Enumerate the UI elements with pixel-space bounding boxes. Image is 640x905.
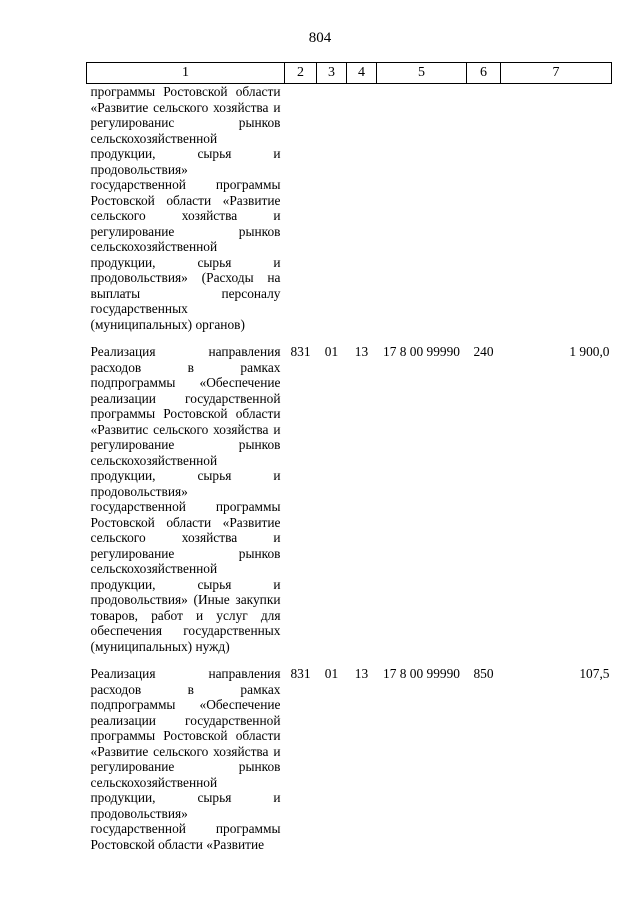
- row-section: [317, 84, 347, 333]
- page-number: 804: [308, 30, 332, 46]
- header-cell-2: 2: [285, 63, 317, 84]
- header-cell-3: 3: [317, 63, 347, 84]
- row-subsection: [347, 84, 377, 333]
- row-target-article: 17 8 00 99990: [383, 666, 460, 681]
- header-row: [87, 63, 612, 84]
- header-cell-6: 6: [467, 63, 501, 84]
- row-spacer: [87, 332, 612, 344]
- row-section: 01: [324, 666, 339, 681]
- header-cell-4: 4: [347, 63, 377, 84]
- row-target-article: 17 8 00 99990: [383, 344, 460, 359]
- row-subsection: 13: [354, 344, 369, 359]
- row-ministry-code: [285, 84, 317, 333]
- row-spacer: [87, 654, 612, 666]
- row-subsection: 13: [354, 666, 369, 681]
- row-expense-type: 240: [473, 344, 494, 359]
- table-row: [87, 84, 612, 333]
- budget-table: [86, 62, 612, 852]
- table-row: [87, 344, 612, 654]
- table-row: [87, 666, 612, 852]
- header-cell-5: 5: [377, 63, 467, 84]
- row-ministry-code: 831: [290, 344, 311, 359]
- header-cell-7: 7: [501, 63, 612, 84]
- row-description: Реализация направления расходов в рамках подпрограммы «Обеспечение реализации государственной программы Ростовской области «Развитие сельского хозяйства и регулирование рынков сельскохозяйственной продукции, сырья и продовольствия» государственной программы Ростовской области «Развитие: [90, 666, 281, 852]
- row-section: 01: [324, 344, 339, 359]
- row-amount: 107,5: [579, 666, 610, 681]
- row-expense-type: [467, 84, 501, 333]
- row-description: программы Ростовской области «Развитие сельского хозяйства и регулированис рынков сельскохозяйственной продукции, сырья и продовольствия» государственной программы Ростовской области «Развитие сельского хозяйства и регулирование рынков сельскохозяйственной продукции, сырья и продовольствия» (Расходы на выплаты персоналу государственных (муниципальных) органов): [90, 84, 281, 332]
- header-cell-1: 1: [87, 63, 285, 84]
- row-description: Реализация направления расходов в рамках подпрограммы «Обеспечение реализации государственной программы Ростовской области «Развитис сельского хозяйства и регулирование рынков сельскохозяйственной продукции, сырья и продовольствия» государственной программы Ростовской области «Развитие сельского хозяйства и регулирование рынков сельскохозяйственной продукции, сырья и продовольствия» (Иные закупки товаров, работ и услуг для обеспечения государственных (муниципальных) нужд): [90, 344, 281, 654]
- row-amount: [501, 84, 612, 333]
- row-amount: 1 900,0: [569, 344, 610, 359]
- row-ministry-code: 831: [290, 666, 311, 681]
- row-expense-type: 850: [473, 666, 494, 681]
- row-target-article: [377, 84, 467, 333]
